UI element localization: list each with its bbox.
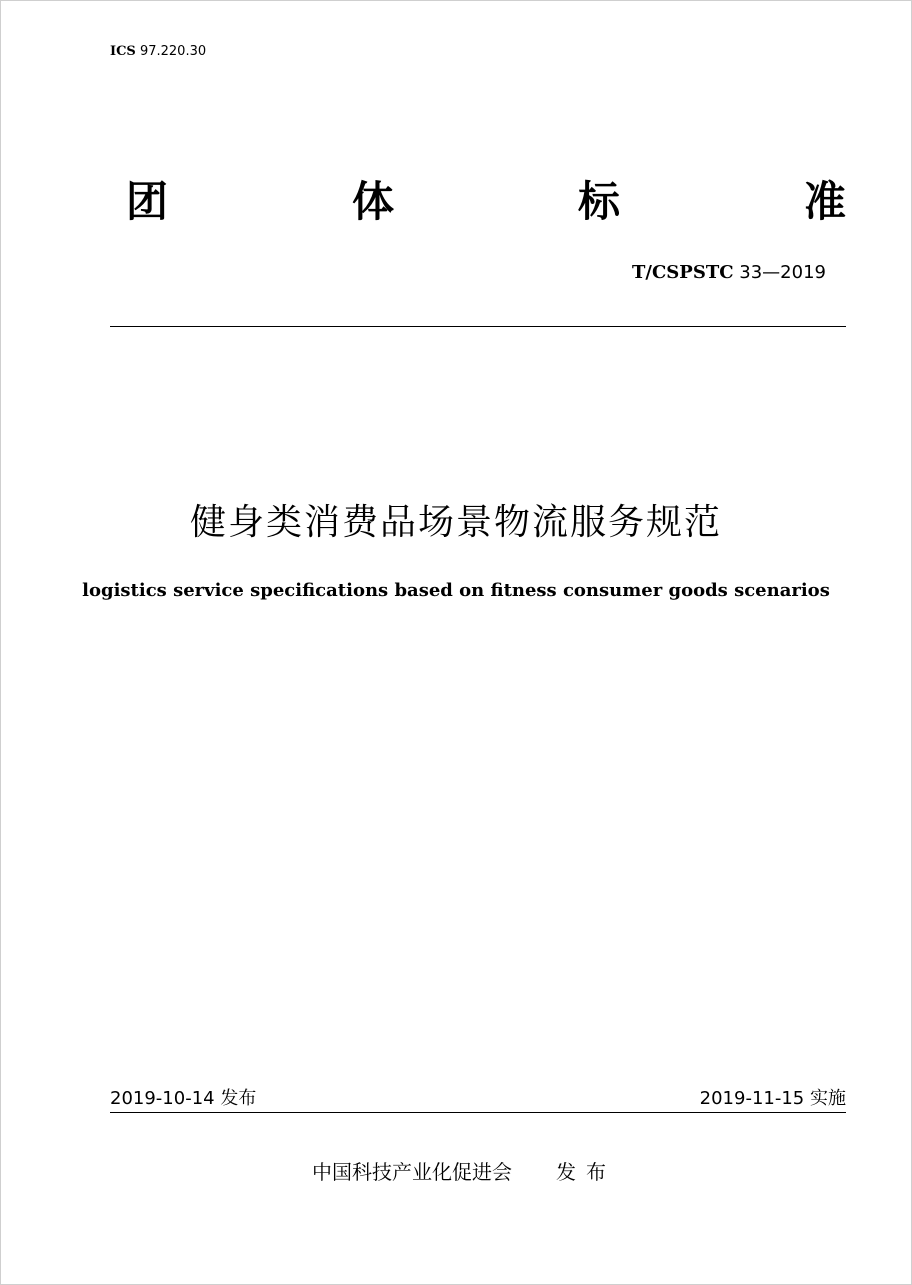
implementation-date: 2019-11-15 实施	[699, 1088, 846, 1109]
issue-date: 2019-10-14 发布	[110, 1088, 257, 1109]
standard-type-char: 团	[126, 177, 169, 226]
title-chinese: 健身类消费品场景物流服务规范	[189, 502, 722, 543]
issuer-line	[312, 1156, 616, 1185]
standard-number-value: 33—2019	[739, 262, 826, 283]
ics-number: 97.220.30	[139, 44, 207, 59]
bottom-divider	[110, 1112, 846, 1113]
standard-type-char: 标	[577, 177, 620, 226]
standard-number	[632, 262, 826, 283]
ics-code	[110, 44, 206, 59]
standard-type-char: 准	[803, 177, 846, 226]
issuer-name: 中国科技产业化促进会	[312, 1160, 512, 1184]
standard-type-char: 体	[351, 177, 394, 226]
issuer-action: 发布	[556, 1160, 616, 1184]
top-divider	[110, 326, 846, 327]
standard-type-heading	[126, 176, 846, 228]
standard-number-prefix: T/CSPSTC	[631, 262, 734, 283]
ics-label: ICS	[110, 44, 136, 59]
title-english: logistics service specifications based on fitness consumer goods scenarios	[82, 580, 830, 601]
